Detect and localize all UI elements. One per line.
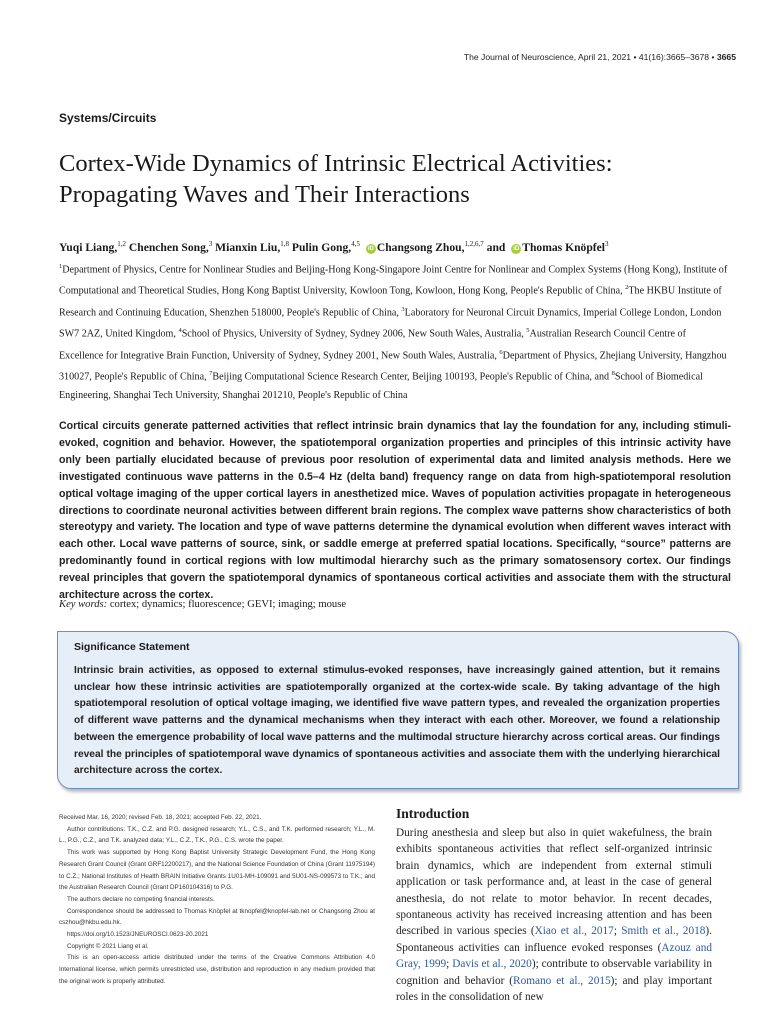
author-affiliation-marker: 1,8 (280, 240, 289, 248)
author-affiliation-marker: 1,2,6,7 (464, 240, 484, 248)
orcid-icon[interactable]: iD (513, 245, 520, 252)
affiliation-marker: 4 (178, 327, 182, 335)
citation-link[interactable]: Davis et al., 2020 (452, 958, 532, 971)
keywords (59, 599, 346, 610)
author-affiliation-marker: 3 (208, 240, 213, 248)
introduction-text (396, 825, 712, 1005)
author-name: Yuqi Liang, (59, 240, 118, 254)
footnote: Received Mar. 16, 2020; revised Feb. 18, 2021; accepted Feb. 22, 2021. (59, 814, 262, 821)
body-text: ). Spontaneous activities can influence evoked responses ( (396, 925, 712, 954)
orcid-icon[interactable]: iD (367, 245, 374, 252)
author-name: Mianxin Liu, (215, 240, 281, 254)
body-text: ; (613, 925, 622, 938)
affiliation-text: Laboratory for Neuronal Circuit Dynamics, Imperial College London, London SW7 2AZ, United Kingdom, (59, 307, 722, 340)
footnote: Copyright © 2021 Liang et al. (67, 942, 149, 950)
section-label: Systems/Circuits (59, 111, 157, 125)
keywords-list: cortex; dynamics; fluorescence; GEVI; imaging; mouse (109, 599, 347, 610)
affiliation-text: Department of Physics, Zhejiang University, Hangzhou 310027, People's Republic of China, (59, 350, 727, 383)
footnote: Author contributions: T.K., C.Z. and P.G. designed research; Y.L., C.S., and T.K. performed research; Y.L., M. L., P.G., C.Z., and T.K. analyzed data; Y.L., C.Z., T.K., P.G., C.S. wrote the paper. (59, 825, 375, 845)
body-text: ); contribute to observable variability in cognition and behavior ( (396, 958, 712, 987)
affiliation-text: Australian Research Council Centre of Excellence for Integrative Brain Function, University of Sydney, Sydney 2001, New South Wales, Australia, (59, 328, 686, 362)
body-text: ; (446, 958, 453, 971)
affiliation-text: Department of Physics, Centre for Nonlinear Studies and Beijing-Hong Kong-Singapore Joint Centre for Nonlinear and Complex Systems (Hong Kong), Institute of Computational and Theoretical Studies, Hong Kong Baptist University, Kowloon Tong, Kowloon, Hong Kong, People's Republic of China, (59, 264, 728, 297)
footnote: The authors declare no competing financial interests. (67, 895, 215, 903)
affiliation-marker: 8 (611, 370, 615, 378)
title-line-1: Cortex-Wide Dynamics of Intrinsic Electrical Activities: (59, 150, 613, 177)
keywords-label: Key words: (59, 599, 108, 610)
affiliation-text: School of Biomedical Engineering, Shanghai Tech University, Shanghai 201210, People's Republic of China (59, 371, 703, 401)
page-number: 3665 (716, 52, 736, 62)
abstract: Cortical circuits generate patterned activities that reflect intrinsic brain dynamics that lay the foundation for any, including stimuli-evoked, cognition and behavior. However, the spatiotemporal organization properties and principles of this intrinsic activity have only been partially elucidated because of previous poor resolution of experimental data and limited analysis methods. Here we investigated continuous wave patterns in the 0.5–4 Hz (delta band) frequency range on data from high-spatiotemporal resolution optical voltage imaging of the upper cortical layers in anesthetized mice. Waves of population activities propagate in heterogeneous directions to coordinate neuronal activities between different brain regions. The complex wave patterns show characteristics of both stereotypy and variety. The location and type of wave patterns determine the dynamical evolution when different waves interact with each other. Local wave patterns of source, sink, or saddle emerge at preferred spatial locations. Specifically, “source” patterns are predominantly found in cortical regions with low multimodal hierarchy such as the primary somatosensory cortex. Our findings reveal principles that govern the spatiotemporal dynamics of spontaneous cortical activities and associate them with the structural architecture across the cortex. (59, 420, 731, 602)
citation-link[interactable]: Xiao et al., 2017 (534, 925, 614, 938)
author-affiliation-marker: 1,2 (117, 240, 126, 248)
citation-link[interactable]: Romano et al., 2015 (513, 974, 611, 987)
introduction-heading: Introduction (396, 806, 470, 821)
running-head (464, 52, 736, 62)
author-affiliation-marker: 3 (605, 240, 609, 248)
footnote[interactable]: https://doi.org/10.1523/JNEUROSCI.0623-20.2021 (67, 931, 209, 939)
affiliation-marker: 6 (499, 348, 503, 356)
journal-citation: The Journal of Neuroscience, April 21, 2021 • 41(16):3665–3678 • (463, 52, 715, 62)
author-name: Thomas Knöpfel (522, 240, 606, 254)
affiliation-text: The HKBU Institute of Research and Continuing Education, Shenzhen 518000, People's Republic of China, (59, 285, 722, 319)
footnote: Correspondence should be addressed to Thomas Knöpfel at tknopfel@knopfel-lab.net or Changsong Zhou at cszhou@hkbu.edu.hk. (59, 907, 375, 927)
citation-link[interactable]: Azouz and Gray, 1999 (396, 941, 712, 971)
author-name: Changsong Zhou, (376, 240, 465, 254)
article-title (59, 148, 739, 210)
author-affiliation-marker: 4,5 (351, 240, 360, 248)
significance-title: Significance Statement (74, 641, 190, 653)
footnotes (59, 812, 375, 988)
author-name: Chenchen Song, (128, 240, 209, 254)
affiliation-marker: 7 (209, 370, 213, 378)
affiliation-marker: 3 (401, 305, 405, 313)
affiliations (59, 258, 731, 405)
author-name: Pulin Gong, (291, 240, 352, 254)
affiliation-marker: 5 (526, 327, 530, 335)
footnote: This work was supported by Hong Kong Baptist University Strategic Development Fund, the Hong Kong Research Grant Council (Grant GRF12200217), and the National Science Foundation of China (Grant 11975194) to C.Z.; National Institutes of Health BRAIN Initiative Grants 1U01-MH-109091 and 5U01-NS-099573 to T.K.; and the Australian Research Council (Grant DP160104316) to P.G. (59, 849, 375, 892)
footnote: This is an open-access article distributed under the terms of the Creative Commons Attribution 4.0 International license, which permits unrestricted use, distribution and reproduction in any medium provided that the original work is properly attributed. (59, 954, 375, 985)
affiliation-text: Beijing Computational Science Research Center, Beijing 100193, People's Republic of China, and (212, 371, 612, 383)
affiliation-marker: 1 (59, 263, 63, 270)
body-text: During anesthesia and sleep but also in quiet wakefulness, the brain exhibits spontaneous activities that reflect self-organized intrinsic brain dynamics, which are independent from external stimuli application or task performance and, at least in the case of general anesthesia, do not relate to motor behavior. In recent decades, spontaneous activity has received increasing attention and has been described in various species ( (396, 827, 712, 938)
significance-text: Intrinsic brain activities, as opposed to external stimulus-evoked responses, have increasingly gained attention, but it remains unclear how these intrinsic activities are spatiotemporally organized at the cortex-wide scale. By taking advantage of the high spatiotemporal resolution of optical voltage imaging, we identified five wave pattern types, and revealed the organization properties of different wave patterns and the dynamical mechanisms when they interact with each other. Moreover, we found a relationship between the emergence probability of local wave patterns and the multimodal structure hierarchy across cortical areas. Our findings reveal the principles of spatiotemporal wave dynamics of spontaneous activities and associate them with the underlying hierarchical architecture across the cortex. (74, 665, 720, 777)
body-text: ); and play important roles in the consolidation of new (396, 974, 712, 1004)
title-line-2: Propagating Waves and Their Interactions (59, 181, 470, 208)
author-list (59, 240, 749, 254)
affiliation-text: School of Physics, University of Sydney, Sydney 2006, New South Wales, Australia, (181, 328, 527, 340)
author-name: and (486, 240, 506, 254)
affiliation-marker: 2 (625, 284, 629, 292)
citation-link[interactable]: Smith et al., 2018 (621, 925, 706, 938)
